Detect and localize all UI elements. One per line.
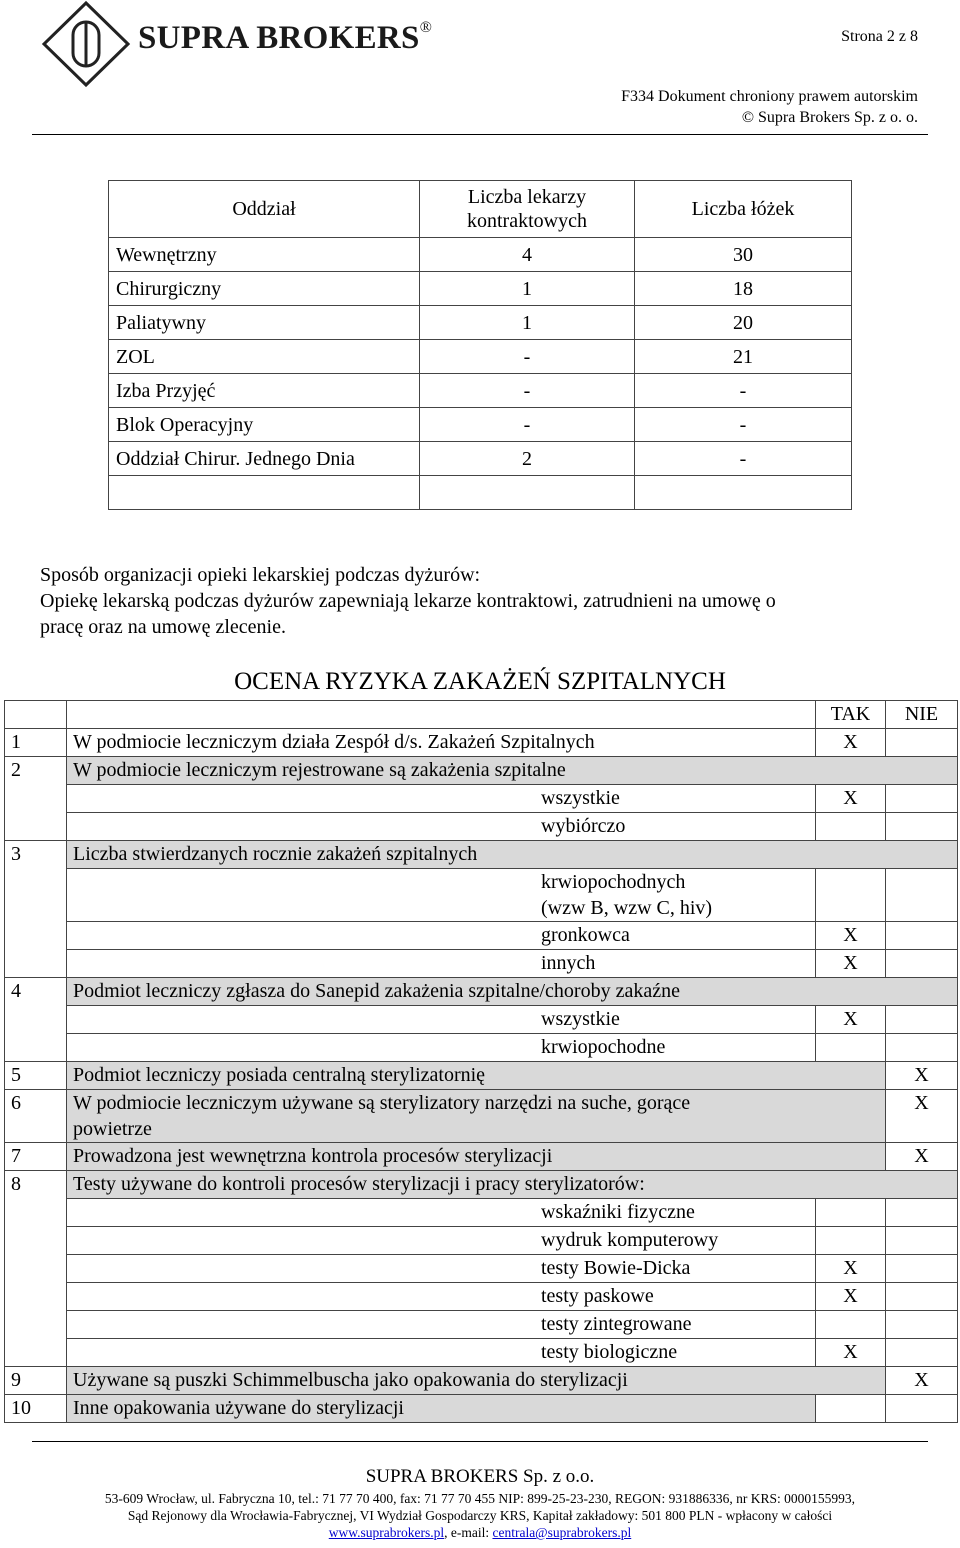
option-label: innych xyxy=(541,952,596,974)
table-row xyxy=(5,1367,958,1395)
doctor-count: - xyxy=(420,374,635,408)
table-row xyxy=(5,1339,958,1367)
copyright-notice: © Supra Brokers Sp. z o. o. xyxy=(741,109,918,126)
header-tak: TAK xyxy=(816,701,886,729)
header-nie: NIE xyxy=(886,701,958,729)
tak-mark: X xyxy=(816,922,886,950)
doctor-count: - xyxy=(420,340,635,374)
bed-count: - xyxy=(635,374,852,408)
option-label: wybiórczo xyxy=(541,815,626,837)
bed-count: - xyxy=(635,408,852,442)
option-label: wszystkie xyxy=(541,1008,620,1030)
table-row xyxy=(5,1311,958,1339)
table-row xyxy=(5,1227,958,1255)
table-row xyxy=(5,1199,958,1227)
table-row xyxy=(5,1255,958,1283)
table-row xyxy=(109,408,852,442)
option-label: krwiopochodnych xyxy=(541,871,686,893)
question-text: Używane są puszki Schimmelbuscha jako opakowania do sterylizacji xyxy=(67,1367,886,1395)
option-label: testy paskowe xyxy=(541,1285,654,1307)
nie-mark: X xyxy=(886,1062,958,1090)
question-text-line: W podmiocie leczniczym używane są sterylizatory narzędzi na suche, gorące xyxy=(73,1092,691,1114)
option-label: wskaźniki fizyczne xyxy=(541,1201,695,1223)
footer-court: Sąd Rejonowy dla Wrocławia-Fabrycznej, VI Wydział Gospodarczy KRS, Kapitał zakładowy: 501 800 PLN - wpłacony w całości xyxy=(127,1508,833,1523)
table-row xyxy=(5,950,958,978)
option-label-detail: (wzw B, wzw C, hiv) xyxy=(541,897,713,919)
email-link[interactable]: centrala@suprabrokers.pl xyxy=(492,1525,632,1540)
question-number: 6 xyxy=(5,1090,67,1143)
duty-care-paragraph xyxy=(40,562,920,640)
risk-section-title: OCENA RYZYKA ZAKAŻEŃ SZPITALNYCH xyxy=(234,668,726,695)
tak-mark: X xyxy=(816,785,886,813)
ward-name: Izba Przyjęć xyxy=(109,374,420,408)
question-number: 4 xyxy=(5,978,67,1062)
bed-count: 21 xyxy=(635,340,852,374)
option-label: wydruk komputerowy xyxy=(541,1229,719,1251)
tak-mark: X xyxy=(816,1339,886,1367)
tak-mark: X xyxy=(816,1255,886,1283)
bed-count: 18 xyxy=(635,272,852,306)
doctor-count: - xyxy=(420,408,635,442)
question-text: Podmiot leczniczy zgłasza do Sanepid zakażenia szpitalne/choroby zakaźne xyxy=(67,978,958,1006)
option-label: gronkowca xyxy=(541,924,630,946)
table-row xyxy=(5,841,958,869)
footer-address: 53-609 Wrocław, ul. Fabryczna 10, tel.: 71 77 70 400, fax: 71 77 70 455 NIP: 899-25-23-230, REGON: 931886336, nr KRS: 0000155993, xyxy=(104,1491,856,1506)
question-number: 7 xyxy=(5,1143,67,1171)
option-label: krwiopochodne xyxy=(541,1036,666,1058)
page-number: Strona 2 z 8 xyxy=(841,28,918,45)
document-notice: F334 Dokument chroniony prawem autorskim xyxy=(621,88,918,105)
question-text: W podmiocie leczniczym działa Zespół d/s. Zakażeń Szpitalnych xyxy=(67,729,816,757)
table-row xyxy=(5,785,958,813)
question-number: 2 xyxy=(5,757,67,841)
bed-count: 20 xyxy=(635,306,852,340)
table-row xyxy=(5,1395,958,1423)
doctor-count: 4 xyxy=(420,238,635,272)
website-link[interactable]: www.suprabrokers.pl xyxy=(328,1525,445,1540)
table-row xyxy=(5,978,958,1006)
question-text: Inne opakowania używane do sterylizacji xyxy=(67,1395,816,1423)
ward-table-header xyxy=(109,181,852,238)
table-row xyxy=(5,869,958,922)
footer-company: SUPRA BROKERS Sp. z o.o. xyxy=(365,1466,595,1487)
ward-table xyxy=(108,180,852,510)
question-number: 9 xyxy=(5,1367,67,1395)
risk-table-header xyxy=(5,701,958,729)
question-number: 8 xyxy=(5,1171,67,1367)
tak-mark: X xyxy=(816,950,886,978)
table-row xyxy=(5,1171,958,1199)
paragraph-line: Sposób organizacji opieki lekarskiej podczas dyżurów: xyxy=(40,564,481,586)
bed-count: 30 xyxy=(635,238,852,272)
table-row xyxy=(5,729,958,757)
nie-mark: X xyxy=(886,1090,958,1143)
question-number: 3 xyxy=(5,841,67,978)
doctor-count: 1 xyxy=(420,272,635,306)
table-row xyxy=(5,922,958,950)
ward-name: ZOL xyxy=(109,340,420,374)
table-row xyxy=(109,442,852,476)
paragraph-line: pracę oraz na umowę zlecenie. xyxy=(40,616,286,638)
table-row xyxy=(5,1090,958,1143)
supra-brokers-logo xyxy=(40,0,132,88)
table-row xyxy=(5,1006,958,1034)
table-row xyxy=(109,374,852,408)
tak-mark: X xyxy=(816,1283,886,1311)
table-row xyxy=(109,238,852,272)
header-divider xyxy=(32,134,928,135)
tak-mark: X xyxy=(816,729,886,757)
nie-mark: X xyxy=(886,1143,958,1171)
question-text: W podmiocie leczniczym rejestrowane są zakażenia szpitalne xyxy=(67,757,958,785)
question-number: 10 xyxy=(5,1395,67,1423)
tak-mark: X xyxy=(816,1006,886,1034)
header-doctors: Liczba lekarzy kontraktowych xyxy=(420,181,635,238)
question-text: Podmiot leczniczy posiada centralną sterylizatornię xyxy=(67,1062,886,1090)
table-row xyxy=(109,306,852,340)
table-row xyxy=(5,1034,958,1062)
header-ward: Oddział xyxy=(109,181,420,238)
header-beds: Liczba łóżek xyxy=(635,181,852,238)
table-row xyxy=(5,1283,958,1311)
footer-contacts xyxy=(0,1525,960,1541)
question-number: 1 xyxy=(5,729,67,757)
table-row xyxy=(5,757,958,785)
table-row xyxy=(109,340,852,374)
table-row-empty xyxy=(109,476,852,510)
footer-divider xyxy=(32,1441,928,1442)
registered-mark: ® xyxy=(419,19,433,36)
paragraph-line: Opiekę lekarską podczas dyżurów zapewniają lekarze kontraktowi, zatrudnieni na umowę o xyxy=(40,590,776,612)
option-label: testy Bowie-Dicka xyxy=(541,1257,691,1279)
table-row xyxy=(109,272,852,306)
question-text: Liczba stwierdzanych rocznie zakażeń szpitalnych xyxy=(67,841,958,869)
question-text-line: powietrze xyxy=(73,1118,152,1140)
ward-name: Blok Operacyjny xyxy=(109,408,420,442)
option-label: wszystkie xyxy=(541,787,620,809)
option-label: testy biologiczne xyxy=(541,1341,678,1363)
table-row xyxy=(5,813,958,841)
ward-name: Paliatywny xyxy=(109,306,420,340)
question-text: Testy używane do kontroli procesów sterylizacji i pracy sterylizatorów: xyxy=(67,1171,958,1199)
bed-count: - xyxy=(635,442,852,476)
question-number: 5 xyxy=(5,1062,67,1090)
table-row xyxy=(5,1062,958,1090)
question-text: Prowadzona jest wewnętrzna kontrola procesów sterylizacji xyxy=(67,1143,886,1171)
doctor-count: 1 xyxy=(420,306,635,340)
ward-name: Chirurgiczny xyxy=(109,272,420,306)
email-label: , e-mail: xyxy=(444,1525,493,1540)
risk-table xyxy=(4,700,958,1423)
question-text xyxy=(67,1090,886,1143)
nie-mark: X xyxy=(886,1367,958,1395)
ward-name: Wewnętrzny xyxy=(109,238,420,272)
doctor-count: 2 xyxy=(420,442,635,476)
ward-name: Oddział Chirur. Jednego Dnia xyxy=(109,442,420,476)
brand-name: SUPRA BROKERS® xyxy=(138,19,433,56)
option-label: testy zintegrowane xyxy=(541,1313,692,1335)
table-row xyxy=(5,1143,958,1171)
